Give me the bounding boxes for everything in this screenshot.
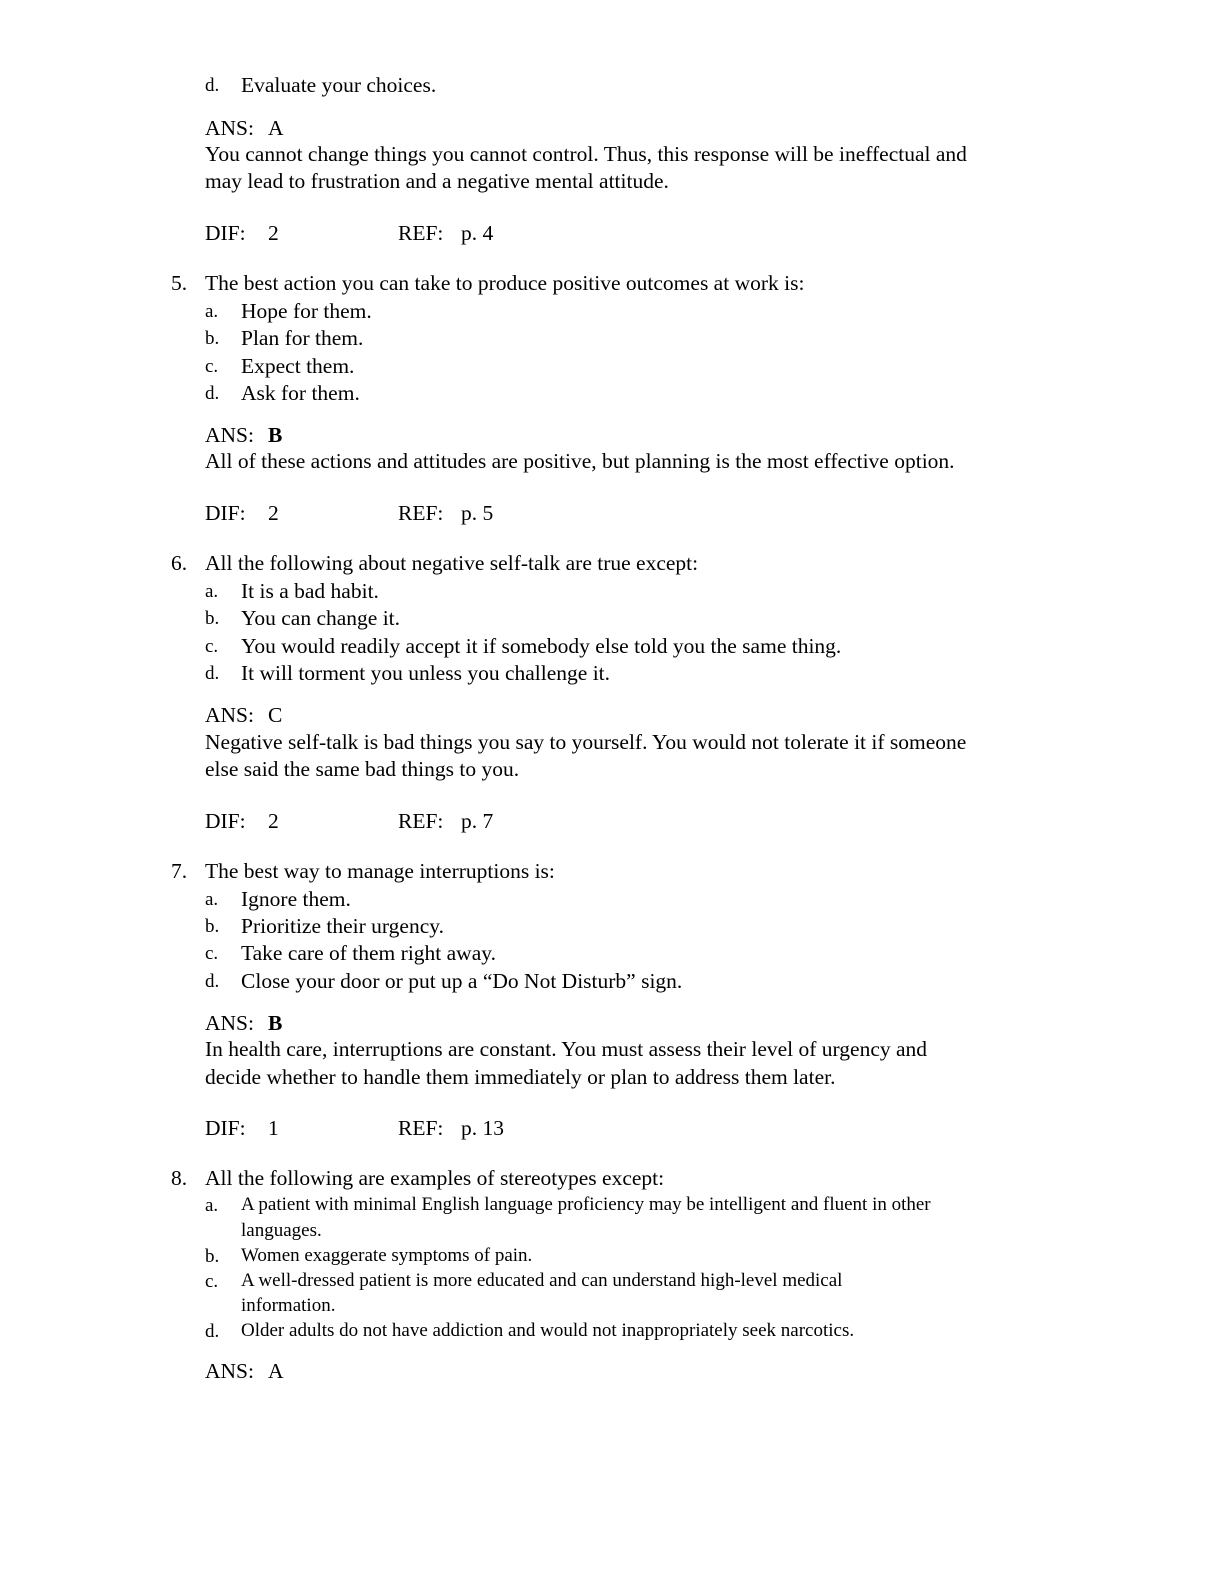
dif-label: DIF: [205,501,246,525]
option-letter: a. [205,1195,219,1216]
question-number: 7. [171,859,188,883]
ref-label: REF: [398,501,444,525]
rationale-line: may lead to frustration and a negative mental attitude. [205,169,669,193]
rationale-line: All of these actions and attitudes are positive, but planning is the most effective option. [205,449,955,473]
option-text: Close your door or put up a “Do Not Disturb” sign. [241,969,683,993]
option-text: It will torment you unless you challenge it. [241,661,611,685]
option-text: Plan for them. [241,326,364,350]
rationale-line: else said the same bad things to you. [205,757,520,781]
option-text: It is a bad habit. [241,579,379,603]
option-text: You can change it. [241,606,401,630]
question-stem: All the following about negative self-talk are true except: [205,551,699,575]
ref-value: p. 4 [461,221,494,245]
dif-value: 1 [268,1116,279,1140]
option-text: Hope for them. [241,299,372,323]
ref-value: p. 7 [461,809,494,833]
answer-value: C [268,703,283,727]
answer-label: ANS: [205,1011,254,1035]
dif-value: 2 [268,501,279,525]
rationale-line: You cannot change things you cannot control. Thus, this response will be ineffectual and [205,142,967,166]
answer-label: ANS: [205,1359,254,1383]
answer-label: ANS: [205,423,254,447]
option-letter: d. [205,971,220,992]
ref-value: p. 5 [461,501,494,525]
option-letter: d. [205,1321,220,1342]
rationale-line: decide whether to handle them immediately or plan to address them later. [205,1065,836,1089]
option-letter: c. [205,1271,219,1292]
option-letter: a. [205,889,219,910]
ref-value: p. 13 [461,1116,504,1140]
question-stem: The best way to manage interruptions is: [205,859,555,883]
option-letter: b. [205,1246,220,1267]
question-number: 5. [171,271,188,295]
dif-value: 2 [268,809,279,833]
option-text: Older adults do not have addiction and would not inappropriately seek narcotics. [241,1320,855,1341]
rationale-line: Negative self-talk is bad things you say to yourself. You would not tolerate it if someone [205,730,967,754]
rationale-line: In health care, interruptions are constant. You must assess their level of urgency and [205,1037,928,1061]
option-text: Evaluate your choices. [241,73,437,97]
option-text: Ask for them. [241,381,360,405]
option-text: Women exaggerate symptoms of pain. [241,1245,533,1266]
option-letter: d. [205,663,220,684]
dif-label: DIF: [205,1116,246,1140]
option-text: A well-dressed patient is more educated and can understand high-level medical [241,1270,843,1291]
option-letter: c. [205,636,219,657]
option-text: A patient with minimal English language proficiency may be intelligent and fluent in other [241,1194,931,1215]
question-stem: All the following are examples of stereotypes except: [205,1166,665,1190]
dif-label: DIF: [205,221,246,245]
option-text: Prioritize their urgency. [241,914,444,938]
option-letter: a. [205,301,219,322]
option-letter: c. [205,943,219,964]
answer-value: A [268,1359,284,1383]
option-letter: b. [205,916,220,937]
option-letter: d. [205,383,220,404]
ref-label: REF: [398,221,444,245]
ref-label: REF: [398,809,444,833]
answer-label: ANS: [205,703,254,727]
question-stem: The best action you can take to produce positive outcomes at work is: [205,271,805,295]
option-letter: b. [205,608,220,629]
question-number: 8. [171,1166,188,1190]
answer-value: A [268,116,284,140]
option-letter: c. [205,356,219,377]
option-text: Ignore them. [241,887,351,911]
dif-label: DIF: [205,809,246,833]
answer-value: B [268,423,283,447]
option-text: You would readily accept it if somebody else told you the same thing. [241,634,842,658]
option-letter: a. [205,581,219,602]
option-text-continued: information. [241,1295,336,1316]
option-letter: d. [205,75,220,96]
option-text: Take care of them right away. [241,941,496,965]
question-number: 6. [171,551,188,575]
answer-value: B [268,1011,283,1035]
dif-value: 2 [268,221,279,245]
ref-label: REF: [398,1116,444,1140]
option-letter: b. [205,328,220,349]
option-text: Expect them. [241,354,355,378]
option-text-continued: languages. [241,1220,322,1241]
answer-label: ANS: [205,116,254,140]
